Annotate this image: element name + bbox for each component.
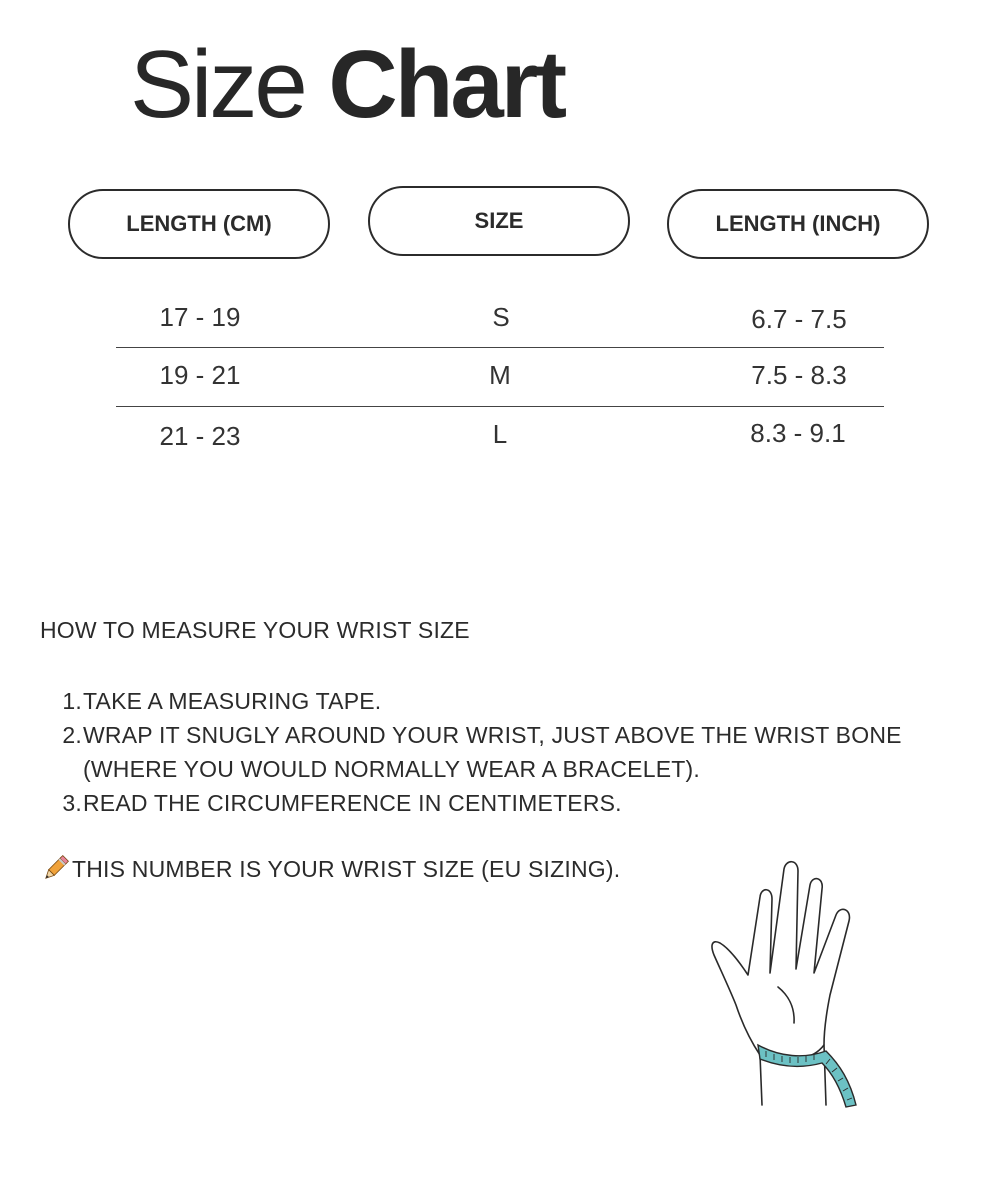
- cell-inch: 8.3 - 9.1: [750, 418, 846, 448]
- list-item: [40, 684, 995, 718]
- page-title: [130, 30, 564, 140]
- cell-cm: 21 - 23: [159, 421, 241, 451]
- cell-cm: 19 - 21: [159, 360, 241, 390]
- row-divider: [116, 347, 884, 348]
- header-size: SIZE: [368, 186, 630, 256]
- size-note: [40, 854, 620, 884]
- header-length-inch: LENGTH (INCH): [667, 189, 929, 259]
- title-bold-word: Chart: [328, 31, 565, 138]
- row-divider: [116, 406, 884, 407]
- note-text: THIS NUMBER IS YOUR WRIST SIZE (EU SIZING).: [72, 855, 621, 882]
- pencil-icon: [40, 854, 70, 884]
- cell-cm: 17 - 19: [159, 302, 241, 332]
- step-number: 1.: [62, 688, 82, 714]
- cell-size: M: [489, 360, 511, 390]
- step-text: TAKE A MEASURING TAPE.: [83, 688, 382, 714]
- cell-size: S: [492, 302, 510, 332]
- header-length-cm: LENGTH (CM): [68, 189, 330, 259]
- list-item: [40, 786, 995, 820]
- title-light-word: Size: [130, 31, 305, 138]
- cell-size: L: [492, 419, 508, 449]
- measure-steps: [40, 684, 995, 820]
- cell-inch: 7.5 - 8.3: [751, 360, 847, 390]
- cell-inch: 6.7 - 7.5: [751, 304, 847, 334]
- hand-with-measuring-tape-icon: [700, 855, 870, 1110]
- step-number: 2.: [62, 722, 82, 748]
- step-text: READ THE CIRCUMFERENCE IN CENTIMETERS.: [83, 790, 622, 816]
- list-item: [40, 718, 995, 786]
- step-number: 3.: [62, 790, 82, 816]
- step-text: WRAP IT SNUGLY AROUND YOUR WRIST, JUST ABOVE THE WRIST BONE (WHERE YOU WOULD NORMALLY WEAR A BRACELET).: [83, 722, 902, 782]
- measure-heading: HOW TO MEASURE YOUR WRIST SIZE: [40, 617, 470, 643]
